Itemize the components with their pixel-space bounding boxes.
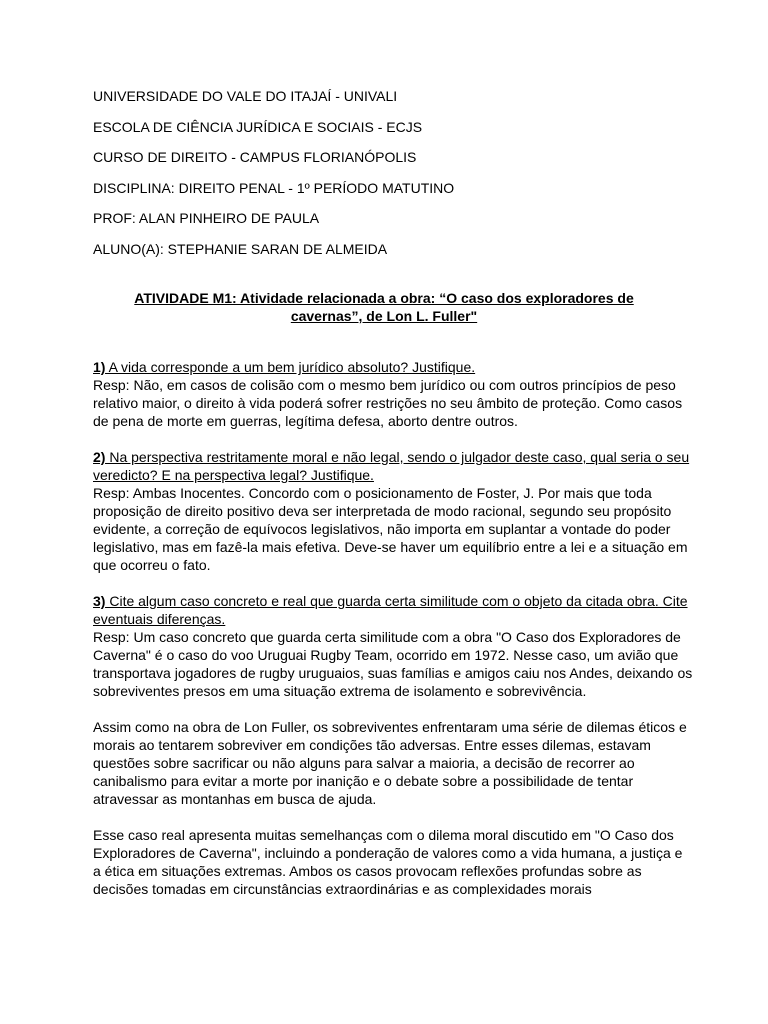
question-1 [93, 358, 693, 376]
question-2 [93, 448, 693, 484]
question-1-number: 1) [93, 359, 106, 375]
question-2-text: Na perspectiva restritamente moral e não legal, sendo o julgador deste caso, qual seria o seu veredicto? E na perspectiva legal? Justifique. [93, 449, 690, 483]
answer-2: Resp: Ambas Inocentes. Concordo com o posicionamento de Foster, J. Por mais que toda proposição de direito positivo deva ser interpretada de modo racional, segundo seu propósito evidente, a correção de equívocos legislativos, não importa em suplantar a vontade do poder legislativo, mas em fazê-la mais efetiva. Deve-se haver um equilíbrio entre a lei e a situação em que ocorreu o fato. [93, 485, 688, 573]
question-3-text: Cite algum caso concreto e real que guarda certa similitude com o objeto da citada obra. Cite eventuais diferenças. [93, 593, 688, 627]
document-body [93, 358, 693, 916]
professor-line: PROF: ALAN PINHEIRO DE PAULA [93, 210, 320, 226]
question-1-text: A vida corresponde a um bem jurídico absoluto? Justifique. [105, 359, 476, 375]
activity-title-line-2: cavernas”, de Lon L. Fuller" [290, 308, 478, 324]
activity-title-line-1: ATIVIDADE M1: Atividade relacionada a obra: “O caso dos exploradores de [134, 290, 634, 306]
question-block-1 [93, 358, 693, 430]
question-block-3 [93, 592, 693, 700]
student-line: ALUNO(A): STEPHANIE SARAN DE ALMEIDA [93, 241, 388, 257]
discipline-line: DISCIPLINA: DIREITO PENAL - 1º PERÍODO MATUTINO [93, 180, 455, 196]
answer-1: Resp: Não, em casos de colisão com o mesmo bem jurídico ou com outros princípios de peso relativo maior, o direito à vida poderá sofrer restrições no seu âmbito de proteção. Como casos de pena de morte em guerras, legítima defesa, aborto dentre outros. [93, 377, 683, 429]
paragraph-comparison: Esse caso real apresenta muitas semelhanças com o dilema moral discutido em "O Caso dos Exploradores de Caverna", incluindo a ponderação de valores como a vida humana, a justiça e a ética em situações extremas. Ambos os casos provocam reflexões profundas sobre as decisões tomadas em circunstâncias extraordinárias e as complexidades morais [93, 827, 683, 897]
question-3-number: 3) [93, 593, 106, 609]
university-line: UNIVERSIDADE DO VALE DO ITAJAÍ - UNIVALI [93, 88, 398, 104]
question-3 [93, 592, 693, 628]
activity-title [93, 289, 675, 325]
paragraph-similarities: Assim como na obra de Lon Fuller, os sobreviventes enfrentaram uma série de dilemas éticos e morais ao tentarem sobreviver em condições tão adversas. Entre esses dilemas, estavam questões sobre sacrificar ou não alguns para salvar a maioria, a decisão de recorrer ao canibalismo para evitar a morte por inanição e o debate sobre a possibilidade de tentar atravessar as montanhas em busca de ajuda. [93, 719, 687, 807]
question-2-number: 2) [93, 449, 106, 465]
answer-3: Resp: Um caso concreto que guarda certa similitude com a obra "O Caso dos Exploradores de Caverna" é o caso do voo Uruguai Rugby Team, ocorrido em 1972. Nesse caso, um avião que transportava jogadores de rugby uruguaios, suas famílias e amigos caiu nos Andes, deixando os sobreviventes presos em uma situação extrema de isolamento e sobrevivência. [93, 629, 693, 699]
question-block-2 [93, 448, 693, 574]
course-line: CURSO DE DIREITO - CAMPUS FLORIANÓPOLIS [93, 149, 417, 165]
school-line: ESCOLA DE CIÊNCIA JURÍDICA E SOCIAIS - ECJS [93, 119, 423, 135]
